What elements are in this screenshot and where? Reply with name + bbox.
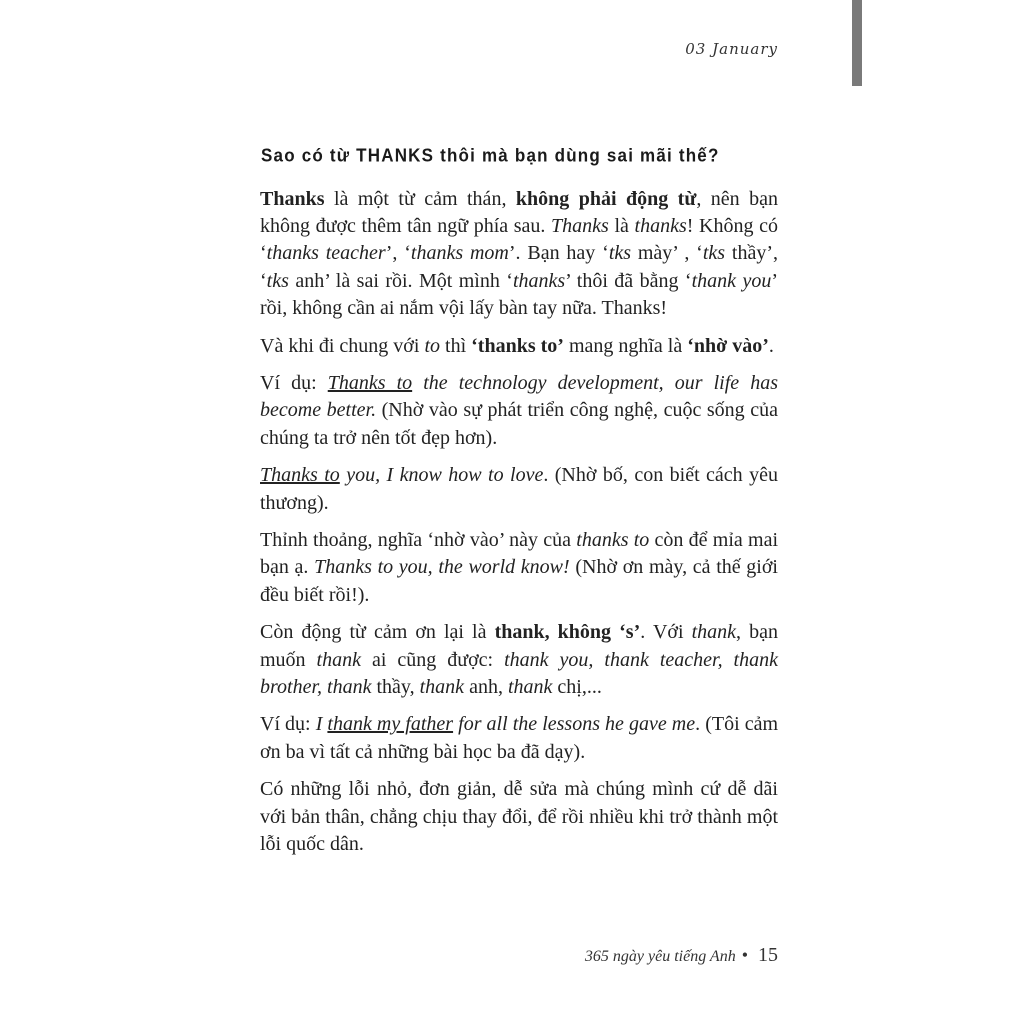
paragraph [260,619,778,701]
text-run: thank, không ‘s’ [494,621,641,644]
page-footer [585,944,778,967]
paragraph [260,462,778,516]
body-text [260,186,778,868]
text-run: thank you [691,269,772,292]
text-run: mang nghĩa là [563,334,688,357]
text-run: . (Nhờ bố, con biết cách yêu thương). [260,464,778,514]
text-run: Và khi đi chung với [260,334,425,357]
text-run: thank [507,675,553,698]
text-run: I [315,713,328,736]
text-run: ’. Bạn hay ‘ [508,242,609,265]
text-run: ai cũng được: [360,648,505,671]
text-run: thanks [512,269,566,292]
text-run: thank [419,675,465,698]
text-run: ’ rồi, không cần ai nắm vội lấy bàn tay nữa. Thanks! [260,269,778,319]
paragraph [260,711,778,765]
text-run: for all the lessons he gave me [453,713,696,736]
text-run: Thanks to [327,372,413,395]
text-run: thank my father [327,713,454,736]
text-run: Có những lỗi nhỏ, đơn giản, dễ sửa mà chúng mình cứ dễ dãi với bản thân, chẳng chịu thay đổi, để rồi nhiều khi trở thành một lỗi quốc dân. [260,778,778,855]
text-run: the technology development, our life has become better. [260,372,779,422]
text-run: , bạn muốn [260,621,778,671]
text-run: ’ thôi đã bằng ‘ [565,269,692,292]
text-run: (Nhờ vào sự phát triển công nghệ, cuộc sống của chúng ta trở nên tốt đẹp hơn). [260,399,778,449]
text-run: Thỉnh thoảng, nghĩa ‘nhờ vào’ này của [260,529,577,552]
text-run: Thanks to [260,464,340,487]
text-run: . (Tôi cảm ơn ba vì tất cả những bài học ba đã dạy). [260,713,779,763]
text-run: là [608,215,635,238]
text-run: Còn động từ cảm ơn lại là [260,621,495,644]
text-run: . Với [640,621,692,644]
paragraph [260,527,778,609]
text-run: ! Không có ‘ [260,215,779,265]
text-run: Ví dụ: [260,713,316,736]
text-run: tks [608,242,632,265]
text-run: thank [316,648,361,671]
paragraph [260,370,778,452]
text-run: thầy’, ‘ [260,242,779,292]
text-run: không phải động từ [515,188,697,210]
text-run: (Nhờ ơn mày, cả thế giới đều biết rồi!). [260,556,778,606]
text-run: thank you, thank teacher, thank brother, thank [260,648,778,698]
text-run: mày’ , ‘ [631,242,703,265]
section-title: Sao có từ THANKS thôi mà bạn dùng sai mãi thế? [261,145,720,166]
text-run: Thanks to you, the world know! [314,556,570,579]
text-run: . [768,334,774,357]
page-edge-tab [852,0,862,86]
text-run: là một từ cảm thán, [324,188,516,210]
text-run: ’, ‘ [385,242,411,265]
text-run: you, I know how to love [339,464,544,487]
paragraph [260,186,778,322]
text-run: thầy, [371,675,420,698]
text-run: thanks to [576,529,650,552]
paragraph [260,776,778,858]
text-run: , nên bạn không được thêm tân ngữ phía sau. [260,188,778,238]
text-run: thanks mom [410,242,509,265]
book-title: 365 ngày yêu tiếng Anh [584,948,736,965]
text-run: thanks [634,215,687,238]
text-run: ‘thanks to’ [471,334,564,357]
page-number: 15 [758,944,778,966]
text-run: thì [440,334,472,357]
paragraph [260,333,778,360]
text-run: Thanks [551,215,609,238]
text-run: còn để mỉa mai bạn ạ. [260,529,779,579]
text-run: tks [266,269,289,292]
footer-separator: • [741,945,748,965]
text-run: thanks teacher [266,242,386,265]
text-run: anh, [464,675,508,698]
text-run: chị,... [552,675,602,698]
text-run: thank [691,621,737,644]
page-date: 03 January [685,40,778,58]
text-run: ‘nhờ vào’ [687,334,769,357]
text-run: Thanks [260,188,325,210]
text-run: anh’ là sai rồi. Một mình ‘ [288,269,513,292]
text-run: Ví dụ: [260,372,328,395]
text-run: tks [702,242,726,265]
text-run: to [424,334,441,357]
